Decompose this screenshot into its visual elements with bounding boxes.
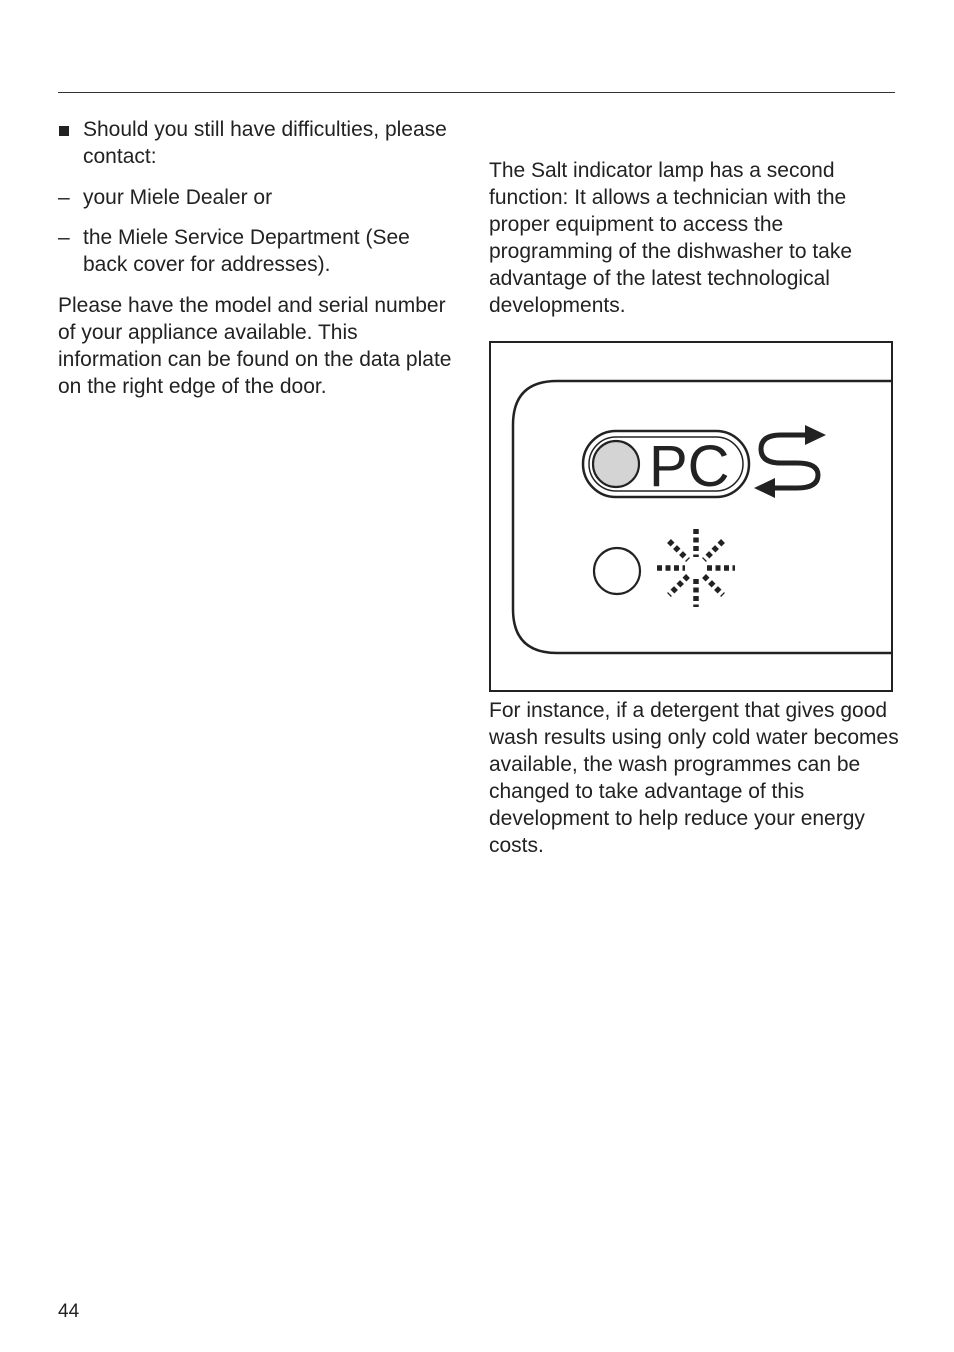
pc-indicator-lamp — [593, 441, 639, 487]
control-panel-figure — [489, 341, 893, 692]
page-number: 44 — [58, 1301, 80, 1322]
dash-marker: – — [58, 226, 70, 249]
figure-caption — [489, 697, 899, 859]
bullet-item — [58, 116, 458, 170]
dash-item-text: your Miele Dealer or — [83, 186, 273, 209]
dash-item-service — [58, 224, 458, 278]
caption-text: For instance, if a detergent that gives good wash results using only cold water becomes available, the wash programmes can be changed to take advantage of this development to help reduce your energy costs. — [489, 699, 899, 857]
model-serial-paragraph: Please have the model and serial number of your appliance available. This information can be found on the data plate on the right edge of the door. — [58, 294, 452, 398]
bullet-text: Should you still have difficulties, please contact: — [83, 118, 447, 168]
left-column — [58, 116, 458, 400]
salt-indicator-intro: The Salt indicator lamp has a second function: It allows a technician with the proper equipment to access the programming of the dishwasher to take advantage of the latest technological developments. — [489, 159, 853, 317]
square-bullet-icon — [59, 126, 69, 136]
pc-exchange-arrows-icon — [754, 425, 826, 498]
dash-item-text: the Miele Service Department (See back cover for addresses). — [83, 226, 410, 276]
dash-item-dealer — [58, 184, 458, 211]
pc-button — [583, 431, 749, 499]
header-rule — [58, 92, 895, 93]
control-panel-illustration — [491, 343, 891, 690]
pc-label: PC — [649, 434, 730, 499]
panel-outline — [513, 381, 891, 653]
salt-sparkle-icon — [657, 529, 735, 607]
dash-marker: – — [58, 186, 70, 209]
right-column — [489, 157, 899, 319]
salt-indicator-lamp — [594, 548, 640, 594]
